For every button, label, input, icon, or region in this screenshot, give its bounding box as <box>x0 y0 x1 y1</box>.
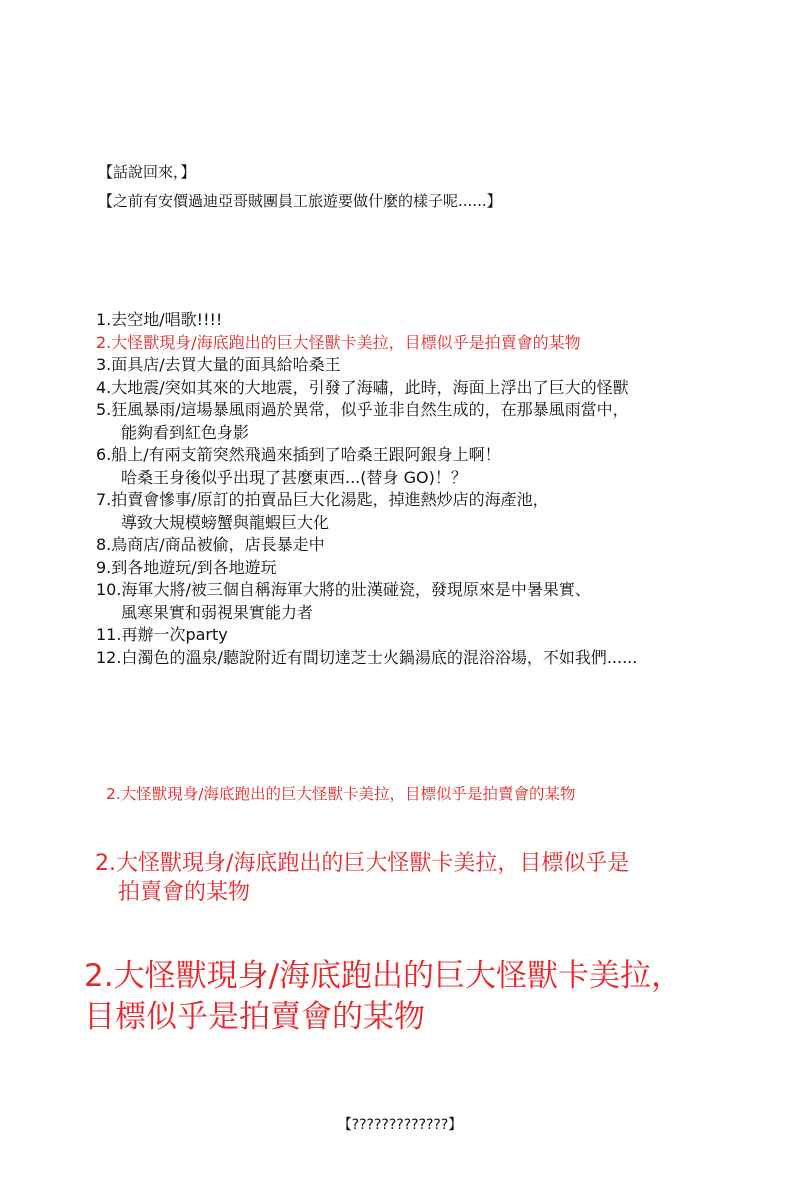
option-10: 10.海軍大將/被三個自稱海軍大將的壯漢碰瓷，發現原來是中暑果實、 <box>96 580 591 599</box>
highlight-medium-line-1: 2.大怪獸現身/海底跑出的巨大怪獸卡美拉，目標似乎是 <box>95 851 630 876</box>
highlight-large-line-1: 2.大怪獸現身/海底跑出的巨大怪獸卡美拉， <box>84 958 683 994</box>
option-1: 1.去空地/唱歌!!!! <box>96 310 223 329</box>
footer-text: 【?????????????】 <box>337 1117 463 1133</box>
highlight-small: 2.大怪獸現身/海底跑出的巨大怪獸卡美拉，目標似乎是拍賣會的某物 <box>106 785 576 803</box>
option-8: 8.鳥商店/商品被偷，店長暴走中 <box>96 535 325 554</box>
option-5-continuation: 能夠看到紅色身影 <box>121 422 250 442</box>
option-11: 11.再辦一次party <box>96 625 228 644</box>
option-7-continuation: 導致大規模螃蟹與龍蝦巨大化 <box>121 512 330 532</box>
highlight-medium-line-2: 拍賣會的某物 <box>118 880 251 905</box>
highlight-large-line-2: 目標似乎是拍賣會的某物 <box>84 999 425 1035</box>
option-2-selected: 2.大怪獸現身/海底跑出的巨大怪獸卡美拉，目標似乎是拍賣會的某物 <box>96 332 581 352</box>
option-9: 9.到各地遊玩/到各地遊玩 <box>96 557 277 577</box>
option-3: 3.面具店/去買大量的面具給哈桑王 <box>96 355 341 374</box>
option-5: 5.狂風暴雨/這場暴風雨過於異常，似乎並非自然生成的，在那暴風雨當中， <box>96 400 629 419</box>
option-4: 4.大地震/突如其來的大地震，引發了海嘯，此時，海面上浮出了巨大的怪獸 <box>96 377 629 397</box>
intro-line-1: 【話說回來，】 <box>98 163 196 181</box>
option-6-continuation: 哈桑王身後似乎出現了甚麼東西...(替身 GO)！？ <box>121 467 467 487</box>
intro-line-2: 【之前有安價過迪亞哥賊團員工旅遊要做什麼的樣子呢......】 <box>98 192 502 210</box>
options-list <box>96 309 786 669</box>
option-7: 7.拍賣會慘事/原訂的拍賣品巨大化湯匙，掉進熱炒店的海產池， <box>96 490 549 509</box>
option-6: 6.船上/有兩支箭突然飛過來插到了哈桑王跟阿銀身上啊！ <box>96 445 501 464</box>
option-10-continuation: 風寒果實和弱視果實能力者 <box>121 602 314 622</box>
option-12: 12.白濁色的溫泉/聽說附近有間切達芝士火鍋湯底的混浴浴場，不如我們...... <box>96 647 638 667</box>
